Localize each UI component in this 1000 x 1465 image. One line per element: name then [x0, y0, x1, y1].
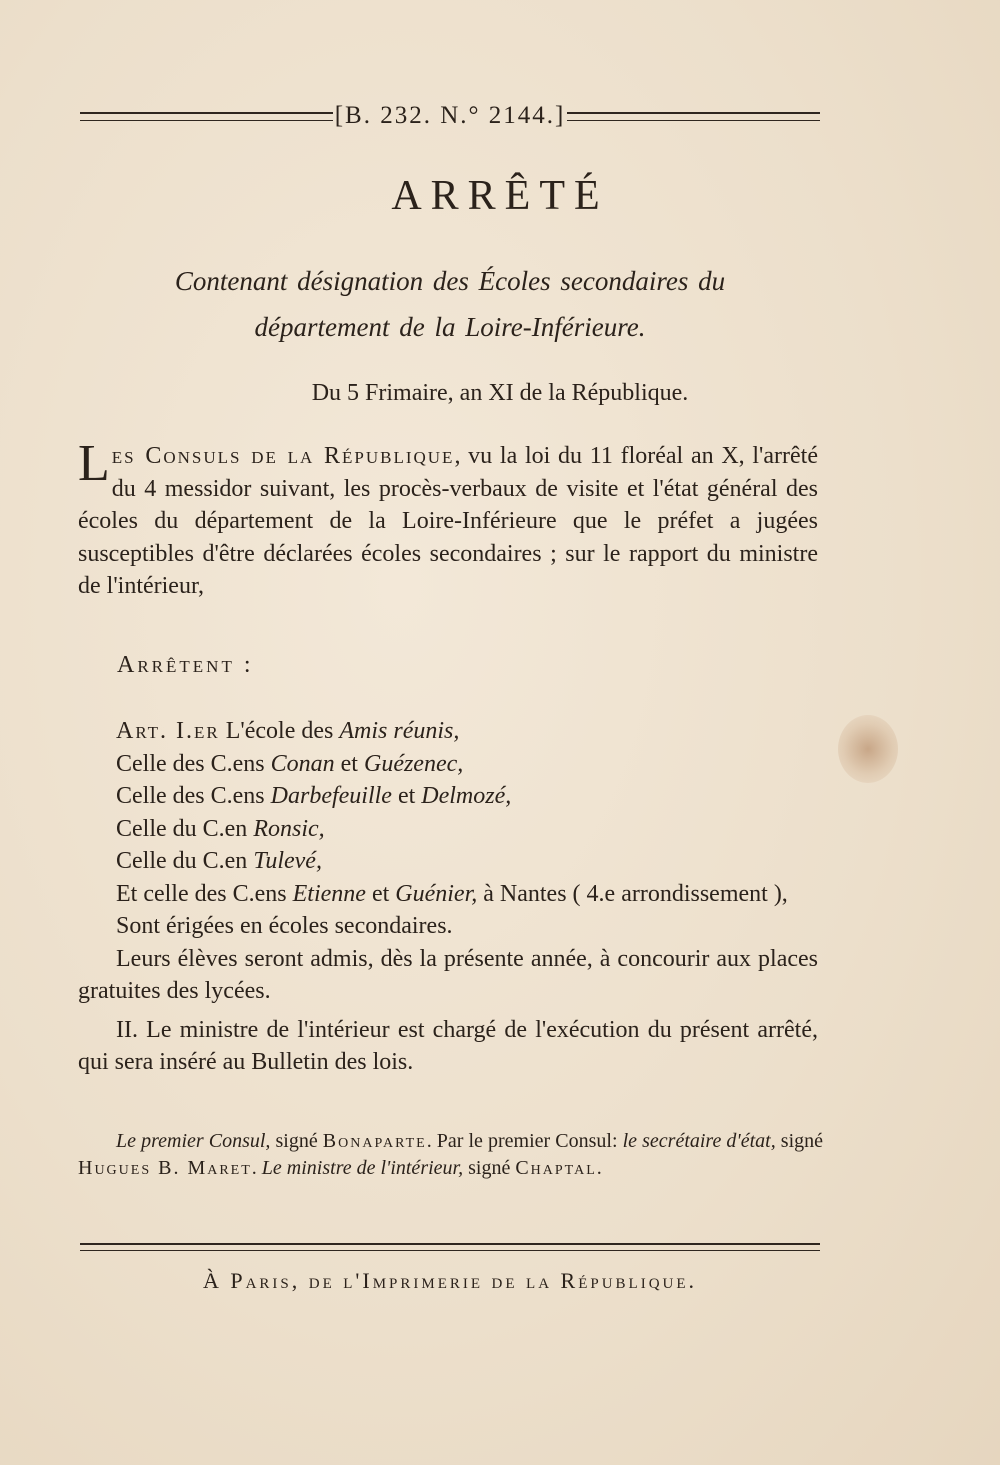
signature-text: . Par le premier Consul: [426, 1130, 623, 1152]
signature-title: Le ministre de l'intérieur, [261, 1157, 464, 1179]
arretent-heading: Arrêtent : [117, 652, 254, 678]
footer-rule [80, 1243, 820, 1251]
subtitle-line-2: département de la Loire-Inférieure. [254, 312, 646, 342]
preamble-text: , vu la loi du 11 floréal an X, l'arrêté du 4 messidor suivant, les procès-verbaux de visite et l'état général des écoles du département de la Loire-Inférieure que le préfet a jugées susceptibles d'être déclarées écoles secondaires ; sur le rapport du ministre de l'intérieur, [78, 443, 818, 599]
school-name: Etienne [292, 880, 366, 907]
school-name: Darbefeuille [270, 783, 392, 809]
line-text: Celle des C.ens [116, 783, 271, 809]
school-name: Delmozé, [421, 783, 512, 809]
articles [78, 715, 818, 1079]
document-title: ARRÊTÉ [391, 173, 609, 219]
preamble [78, 435, 818, 603]
article-1-line-5 [78, 845, 818, 878]
article-1-erigees: Sont érigées en écoles secondaires. [116, 913, 453, 939]
signatory-name: Hugues B. Maret [78, 1157, 252, 1179]
line-text: et [334, 750, 364, 777]
article-1-label: Art. I.er [116, 718, 220, 744]
printer-imprint: À Paris, de l'Imprimerie de la République. [202, 1268, 698, 1293]
article-1-line-6 [78, 878, 818, 911]
signature-text: signé [270, 1130, 323, 1152]
line-text: Celle des C.ens [116, 750, 271, 777]
bulletin-reference: [B. 232. N.° 2144.] [334, 102, 566, 129]
signature-title: le secrétaire d'état, [622, 1130, 776, 1152]
signatory-name: Bonaparte [322, 1130, 427, 1152]
signature-text: signé [775, 1130, 823, 1152]
article-1-line-1 [78, 715, 818, 748]
school-name: Conan [270, 750, 335, 777]
line-text: Celle du C.en [116, 848, 254, 874]
subtitle-line-1: Contenant désignation des Écoles secondaires du [174, 266, 726, 296]
bulletin-header [80, 98, 820, 134]
school-name: Ronsic, [253, 815, 325, 842]
signatures [78, 1128, 823, 1182]
school-name: Guénier, [395, 880, 478, 907]
paper-stain [838, 715, 898, 783]
document-subtitle [90, 258, 810, 350]
line-text: à Nantes ( 4.e arrondissement ), [477, 880, 788, 907]
school-name: Tulevé, [253, 848, 322, 874]
line-text: et [391, 783, 422, 809]
header-rule-right [567, 112, 820, 121]
preamble-consuls: es Consuls de la République [111, 443, 455, 469]
article-1-eleves: Leurs élèves seront admis, dès la présente année, à concourir aux places gratuites des lycées. [78, 945, 818, 1004]
drop-cap: L [78, 435, 110, 492]
article-2: II. Le ministre de l'intérieur est chargé de l'exécution du présent arrêté, qui sera inséré au Bulletin des lois. [78, 1016, 818, 1075]
signature-text: signé [463, 1157, 516, 1179]
article-1-line-2 [78, 748, 818, 781]
school-name: Guézenec, [363, 750, 464, 777]
line-text: Et celle des C.ens [116, 880, 293, 907]
signatory-name: Chaptal [515, 1157, 597, 1179]
article-1-line-3 [78, 780, 818, 813]
header-rule-left [80, 112, 333, 121]
signature-text: . [251, 1157, 262, 1179]
school-name: Amis réunis, [339, 718, 460, 744]
article-1-text: L'école des [219, 718, 340, 744]
decree-date: Du 5 Frimaire, an XI de la République. [311, 380, 689, 406]
line-text: et [365, 880, 396, 907]
article-1-line-4 [78, 813, 818, 846]
signature-title: Le premier Consul, [116, 1130, 271, 1152]
line-text: Celle du C.en [116, 815, 254, 842]
signature-text: . [596, 1157, 602, 1179]
